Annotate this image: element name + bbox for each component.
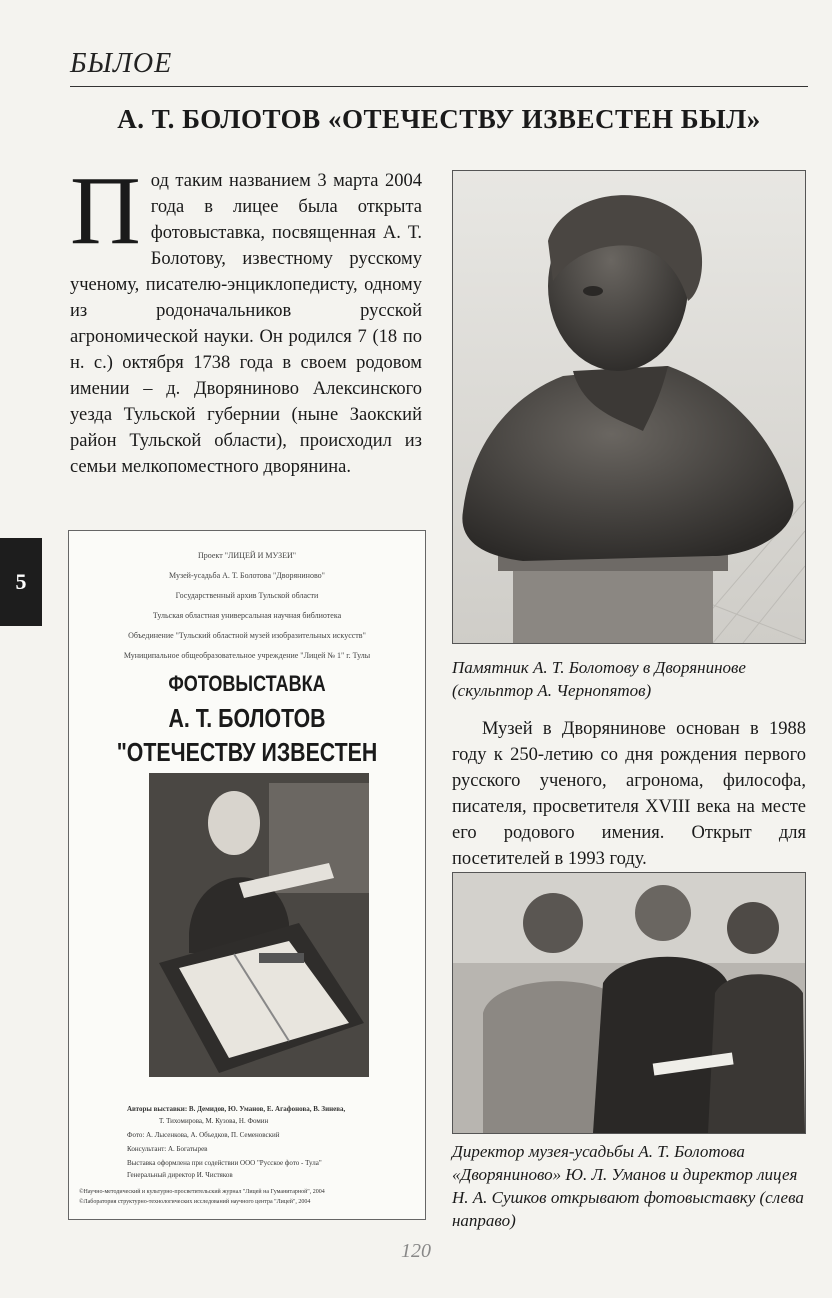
poster-credit: Выставка оформлена при содействии ООО "Русское фото - Тула" (127, 1159, 322, 1167)
poster-org-line: Муниципальное общеобразовательное учреждение "Лицей № 1" г. Тулы (123, 651, 371, 660)
monument-photo (452, 170, 806, 644)
poster-credit: Т. Тихомирова, М. Кузова, Н. Фомин (159, 1117, 269, 1125)
poster-subject: А. Т. БОЛОТОВ (168, 703, 326, 733)
intro-text: од таким названием 3 марта 2004 года в лицее была открыта фотовыставка, посвященная А. Т. Болотову, известному русскому ученому, писателю-энциклопедисту, одному из родоначальников русской агрономической науки. Он родился 7 (18 по н. с.) октября 1738 года в своем родовом имении – д. Дворяниново Алексинского уезда Тульской губернии (ныне Заокский район Тульской области), происходил из семьи мелкопоместного дворянина. (70, 171, 422, 477)
chapter-tab-label: 5 (15, 569, 27, 594)
poster-org-line: Музей-усадьба А. Т. Болотова "Дворяниново" (169, 571, 325, 580)
poster-org-line: Государственный архив Тульской области (175, 591, 319, 600)
poster-title: ФОТОВЫСТАВКА (168, 671, 326, 696)
portrait-with-book-illustration (149, 773, 369, 1077)
group-photo-illustration (453, 873, 805, 1133)
group-caption: Директор музея-усадьбы А. Т. Болотова «Дворяниново» Ю. Л. Уманов и директор лицея Н. А. Сушков открывают фотовыставку (слева направо) (452, 1142, 804, 1230)
chapter-tab (0, 538, 42, 626)
bust-illustration (453, 171, 805, 643)
poster-footer: ©Лаборатория структурно-технологических исследований научного центра "Лицей", 2004 (79, 1199, 311, 1205)
poster-credit: Генеральный директор И. Чистяков (127, 1171, 233, 1179)
page-number: 120 (401, 1240, 431, 1262)
poster-org-line: Объединение "Тульский областной музей изобразительных искусств" (128, 631, 366, 640)
poster-portrait (149, 773, 369, 1077)
poster-org-line: Тульская областная универсальная научная библиотека (152, 611, 342, 620)
poster-credit: Консультант: А. Богатырев (127, 1145, 208, 1153)
page-title: А. Т. БОЛОТОВ «ОТЕЧЕСТВУ ИЗВЕСТЕН БЫЛ» (117, 104, 761, 134)
group-photo (452, 872, 806, 1134)
poster-motto: "ОТЕЧЕСТВУ ИЗВЕСТЕН (116, 737, 378, 767)
header-rule (70, 86, 808, 87)
poster-footer: ©Научно-методический и культурно-просветительский журнал "Лицей на Гуманитарной", 2004 (79, 1189, 325, 1195)
drop-cap: П (70, 157, 141, 265)
poster-org-line: Проект "ЛИЦЕЙ И МУЗЕИ" (198, 551, 296, 560)
exhibition-poster (68, 530, 426, 1220)
section-title: БЫЛОЕ (70, 48, 173, 79)
intro-paragraph (70, 157, 422, 480)
poster-credit: Авторы выставки: В. Демидов, Ю. Уманов, Е. Агафонова, В. Зинева, (127, 1105, 346, 1113)
monument-caption: Памятник А. Т. Болотову в Дворянинове (скульптор А. Чернопятов) (452, 658, 746, 700)
museum-paragraph: Музей в Дворянинове основан в 1988 году к 250-летию со дня рождения первого русского ученого, агронома, философа, писателя, просветителя XVIII века на месте его родового имения. Открыт для посетителей в 1993 году. (452, 719, 806, 869)
poster-credit: Фото: А. Лысенкова, А. Объедков, П. Семеновский (127, 1131, 280, 1139)
